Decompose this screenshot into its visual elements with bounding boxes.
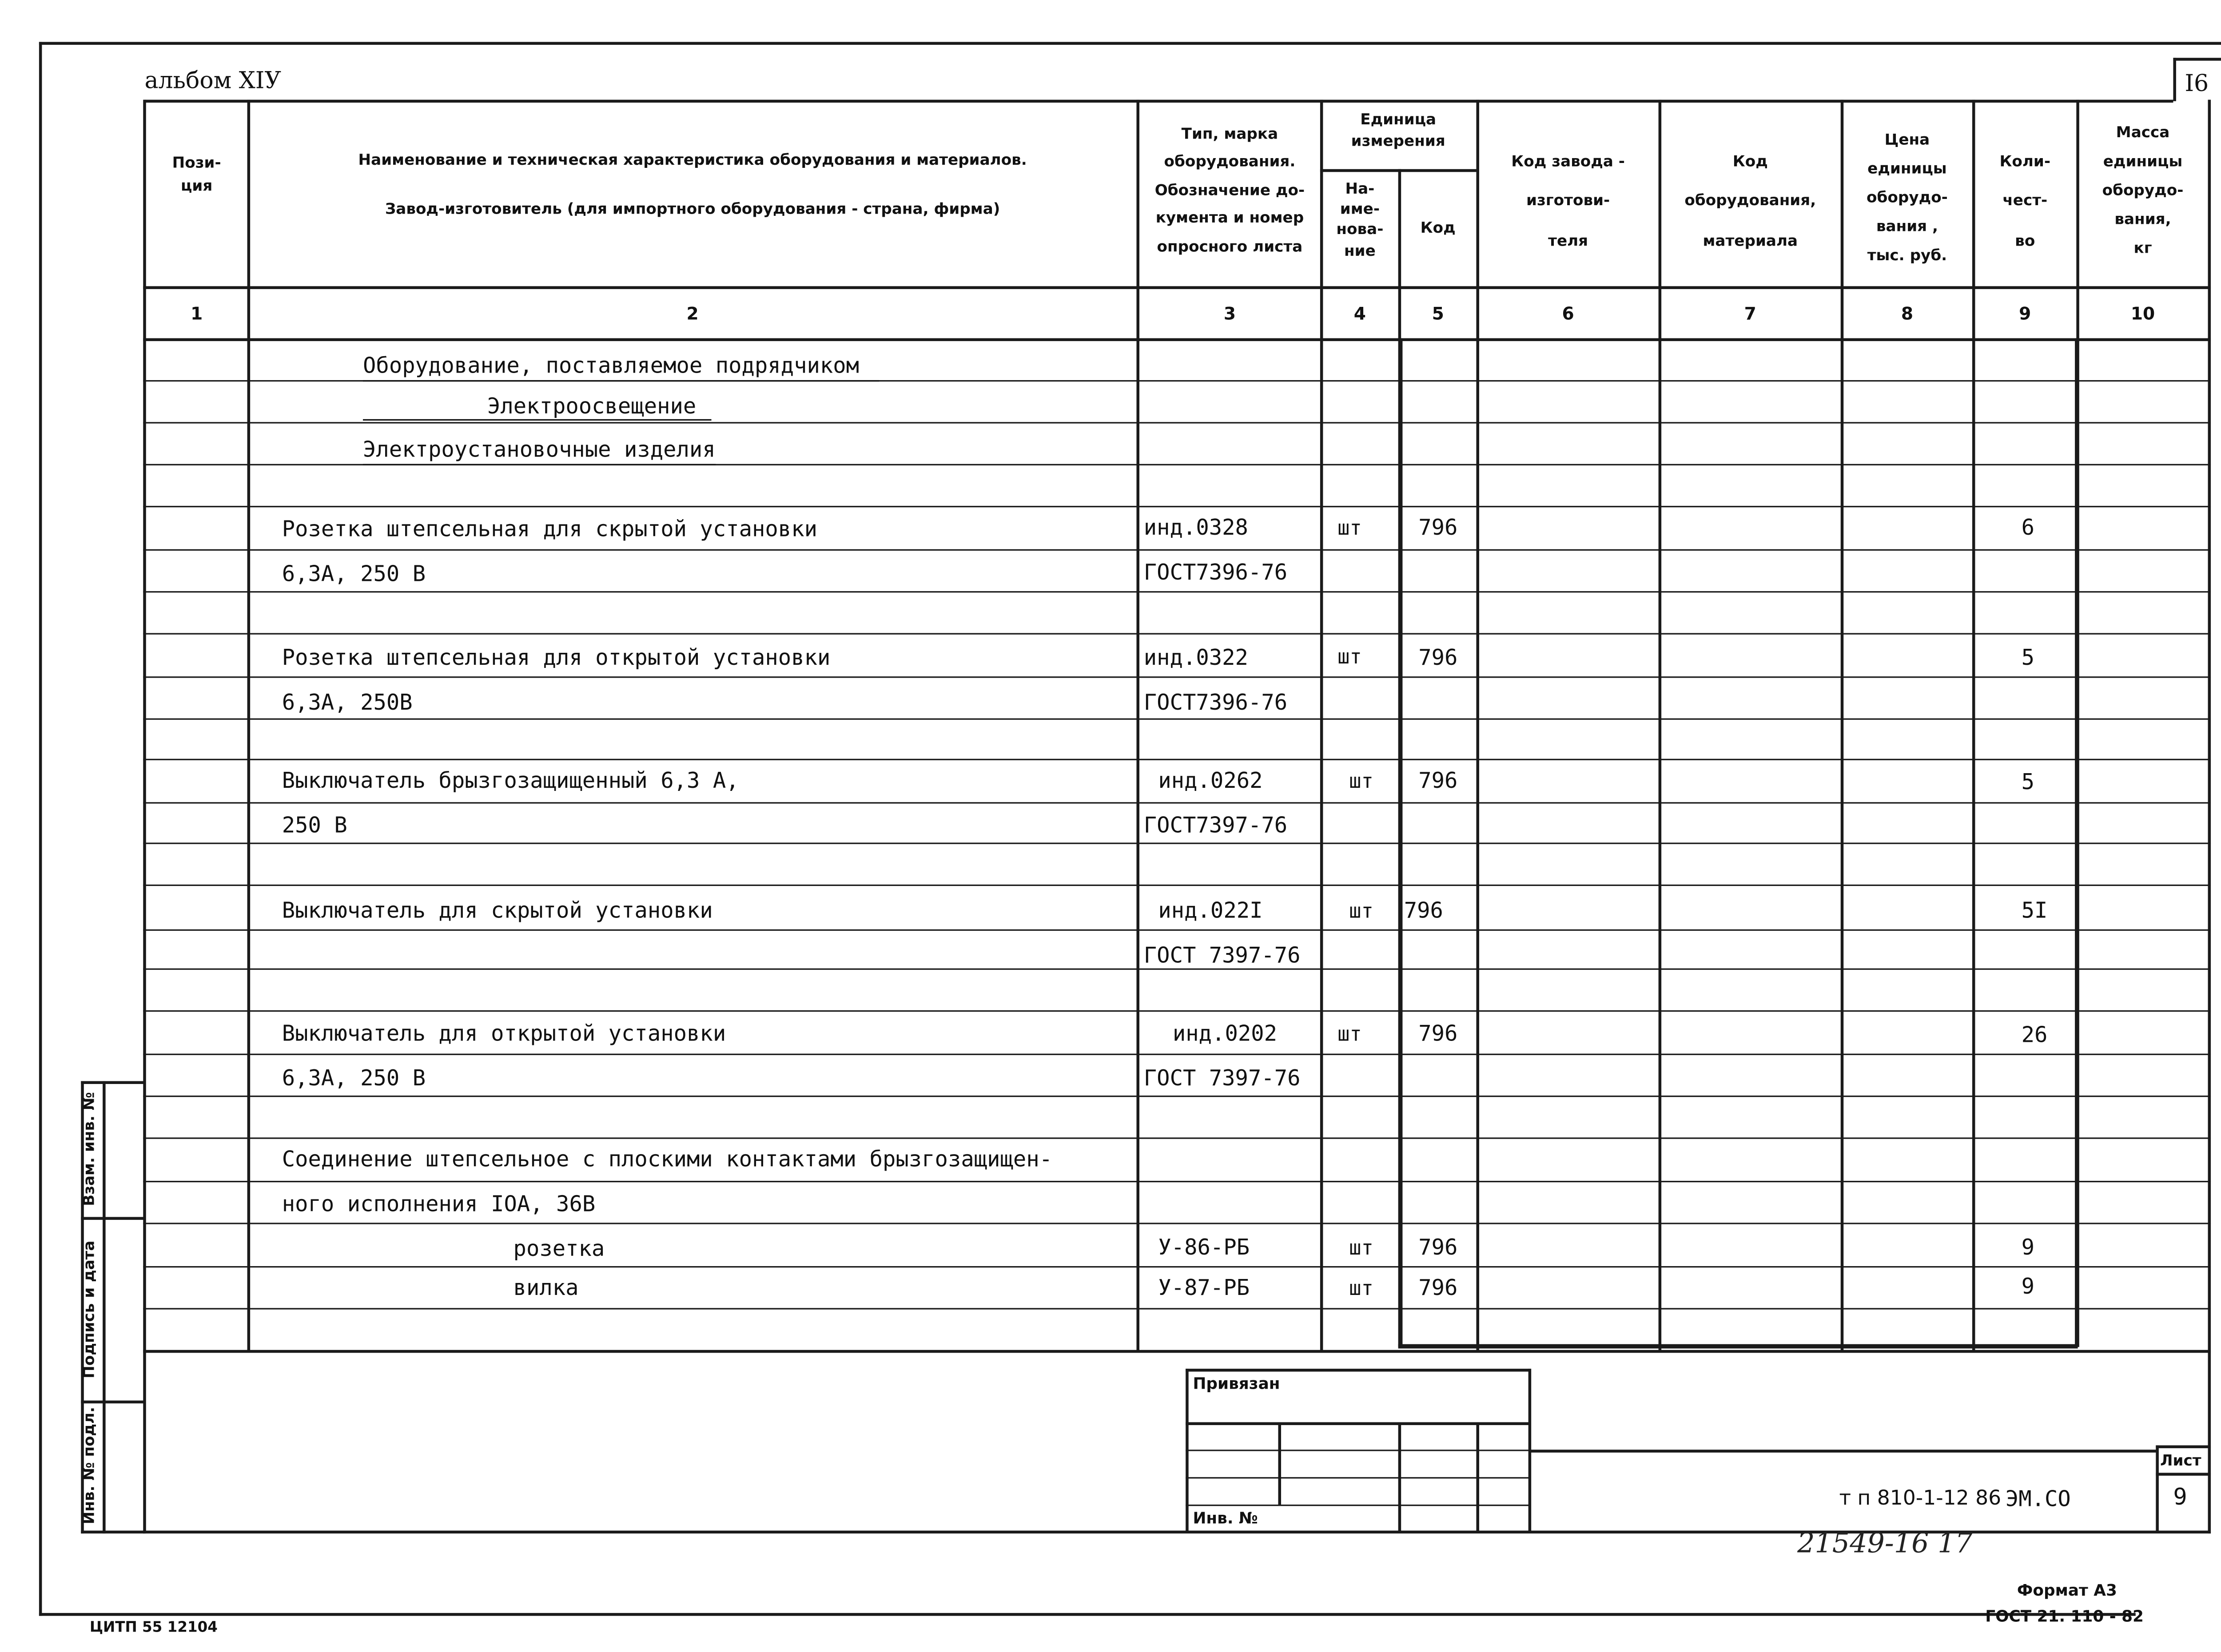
section-subheading <box>363 393 711 421</box>
col-number-10: 10 <box>2130 303 2155 324</box>
item-name: Розетка штепсельная для открытой установки <box>282 644 831 671</box>
item-unit: шт <box>1337 517 1362 541</box>
title-block-line <box>2156 1446 2211 1448</box>
header-factory-code: Код завода - изготови- теля <box>1511 153 1625 250</box>
item-quantity: 26 <box>2021 1022 2048 1048</box>
col-number-9: 9 <box>2019 303 2031 324</box>
item-mark: У-87-РБ <box>1158 1275 1250 1301</box>
item-name: вилка <box>513 1275 579 1301</box>
gost-label: ГОСТ 21. 110 - 82 <box>1985 1607 2144 1626</box>
item-unit-code: 796 <box>1418 1275 1458 1301</box>
title-block-line <box>2156 1446 2158 1532</box>
doc-mark: ЭМ.СО <box>2005 1485 2071 1512</box>
item-mark: У-86-РБ <box>1158 1234 1250 1261</box>
col-number-4: 4 <box>1353 303 1366 324</box>
header-type-mark: Тип, марка оборудования. Обозначение до- кумента и номер опросного листа <box>1154 126 1305 256</box>
row-line <box>143 1308 2211 1310</box>
item-mark: инд.0262 <box>1158 767 1263 794</box>
col-number-5: 5 <box>1432 303 1444 324</box>
item-name: Соединение штепсельное с плоскими контактами брызгозащищен- <box>282 1146 1053 1172</box>
corner-box-left <box>2173 58 2175 101</box>
item-mark: ГОСТ 7397-76 <box>1143 1065 1301 1092</box>
section-heading <box>363 353 880 379</box>
header-unit-name: На- име- нова- ние <box>1336 180 1384 260</box>
side-stamp-inv: Инв. № подл. <box>81 1406 99 1525</box>
row-line <box>143 719 2211 720</box>
col-line-7 <box>1841 100 1843 1351</box>
header-equipment-code: Код оборудования, материала <box>1684 153 1816 250</box>
col-number-2: 2 <box>686 303 699 324</box>
stamp-line <box>1278 1422 1281 1505</box>
table-bottom-line <box>143 1350 2211 1352</box>
item-mark: ГОСТ7396-76 <box>1143 689 1288 716</box>
row-line <box>143 422 2211 424</box>
item-unit: шт <box>1337 646 1362 669</box>
item-name: ного исполнения IOA, 36В <box>282 1191 596 1217</box>
item-name: 250 В <box>282 812 347 838</box>
unit-group-split <box>1320 169 1477 171</box>
col-line-1 <box>247 100 250 1351</box>
item-name: Выключатель брызгозащищенный 6,3 А, <box>282 767 739 794</box>
col-line-3 <box>1320 100 1322 1351</box>
header-unit-group: Единица измерения <box>1351 111 1445 150</box>
row-line <box>143 1096 2211 1097</box>
item-quantity: 9 <box>2021 1234 2035 1261</box>
stamp-inv-no: Инв. № <box>1193 1509 1258 1528</box>
stamp-line <box>1398 1422 1401 1532</box>
item-mark: ГОСТ 7397-76 <box>1143 942 1301 969</box>
row-line <box>143 506 2211 508</box>
title-block-line <box>1530 1449 2157 1452</box>
col-number-6: 6 <box>1562 303 1574 324</box>
item-name: 6,3А, 250 В <box>282 1065 426 1092</box>
item-unit: шт <box>1349 900 1373 924</box>
citp-label: ЦИТП 55 12104 <box>89 1620 218 1636</box>
row-line <box>143 1137 2211 1139</box>
item-name: 6,3А, 250 В <box>282 560 426 587</box>
section-group <box>363 436 716 463</box>
row-line <box>143 1181 2211 1183</box>
item-mark: ГОСТ7396-76 <box>1143 559 1288 586</box>
header-unit-mass: Масса единицы оборудо- вания, кг <box>2102 124 2184 257</box>
colnum-bottom-line <box>143 338 2211 342</box>
item-mark: инд.0322 <box>1143 644 1248 671</box>
row-line <box>143 842 2211 844</box>
item-unit-code: 796 <box>1418 1020 1458 1047</box>
item-unit: шт <box>1337 1023 1362 1047</box>
section-subheading-text: Электроосвещение <box>363 396 711 421</box>
row-line <box>143 929 2211 931</box>
item-mark: инд.022I <box>1158 897 1263 924</box>
header-quantity: Коли- чест- во <box>1999 153 2051 250</box>
col-number-3: 3 <box>1223 303 1236 324</box>
item-unit-code: 796 <box>1404 897 1443 924</box>
row-line <box>143 549 2211 551</box>
item-unit-code: 796 <box>1418 1234 1458 1261</box>
item-quantity: 5I <box>2021 897 2048 924</box>
corner-page-number: I6 <box>2185 69 2209 97</box>
item-mark: ГОСТ7397-76 <box>1143 812 1288 838</box>
doc-code: т п 810-1-12 86 <box>1839 1487 2002 1511</box>
item-quantity: 5 <box>2021 644 2035 671</box>
row-line <box>143 633 2211 635</box>
item-name: Выключатель для скрытой установки <box>282 897 713 924</box>
header-position: Пози- ция <box>172 155 221 196</box>
stamp-line <box>1476 1422 1478 1532</box>
col-number-7: 7 <box>1744 303 1756 324</box>
item-name: Розетка штепсельная для скрытой установки <box>282 516 817 542</box>
col-line-8 <box>1972 100 1974 1351</box>
item-unit-code: 796 <box>1418 514 1458 541</box>
col-line-5 <box>1476 100 1478 1351</box>
item-unit: шт <box>1349 770 1373 794</box>
row-line <box>143 802 2211 804</box>
col-number-1: 1 <box>191 303 203 324</box>
row-line <box>143 676 2211 678</box>
frame-top <box>39 42 2221 45</box>
row-line <box>143 1223 2211 1224</box>
item-name: розетка <box>513 1235 605 1262</box>
item-unit: шт <box>1349 1278 1373 1301</box>
stamp-line <box>1186 1369 1530 1371</box>
item-name: Выключатель для открытой установки <box>282 1020 726 1047</box>
row-line <box>143 1266 2211 1268</box>
frame-left <box>39 42 42 1616</box>
row-line <box>143 969 2211 970</box>
section-group-text: Электроустановочные изделия <box>363 437 716 465</box>
item-name: 6,3А, 250В <box>282 689 413 716</box>
item-quantity: 5 <box>2021 769 2035 795</box>
header-bottom-line <box>143 286 2211 288</box>
col-line-6 <box>1659 100 1661 1351</box>
handwritten-number: 21549-16 17 <box>1797 1528 1973 1560</box>
header-name-line1: Наименование и техническая характеристика оборудования и материалов. <box>358 151 1027 169</box>
row-line <box>143 1010 2211 1012</box>
item-unit-code: 796 <box>1418 767 1458 794</box>
album-title: альбом ХIУ <box>144 66 282 94</box>
corner-box-top <box>2173 58 2221 60</box>
item-mark: инд.0202 <box>1172 1020 1278 1047</box>
sheet-number: 9 <box>2173 1483 2187 1511</box>
stamp-privyazan: Привязан <box>1193 1374 1280 1394</box>
side-line <box>103 1081 105 1533</box>
table-right-border <box>2208 100 2211 1534</box>
item-quantity: 6 <box>2021 514 2035 541</box>
section-heading-text: Оборудование, поставляемое подрядчиком <box>363 353 880 381</box>
item-mark: инд.0328 <box>1143 514 1248 541</box>
bold-box-bottom <box>1398 1344 2078 1348</box>
title-block-line <box>2156 1473 2211 1475</box>
header-unit-price: Цена единицы оборудо- вания , тыс. руб. <box>1867 131 1948 264</box>
side-stamp-vzam: Взам. инв. № <box>81 1092 99 1206</box>
item-unit-code: 796 <box>1418 644 1458 671</box>
col-line-2 <box>1137 100 1139 1351</box>
title-underline <box>145 100 2173 102</box>
side-stamp-signature: Подпись и дата <box>81 1240 99 1378</box>
header-name-line2: Завод-изготовитель (для импортного оборудования - страна, фирма) <box>385 201 1000 218</box>
format-label: Формат А3 <box>2017 1581 2117 1600</box>
header-unit-code: Код <box>1420 219 1456 237</box>
row-line <box>143 591 2211 593</box>
row-line <box>143 1054 2211 1056</box>
row-line <box>143 885 2211 886</box>
item-quantity: 9 <box>2021 1273 2035 1299</box>
sheet-label: Лист <box>2160 1452 2201 1470</box>
item-unit: шт <box>1349 1237 1373 1261</box>
frame-bottom <box>39 1613 2136 1615</box>
row-line <box>143 759 2211 761</box>
col-number-8: 8 <box>1901 303 1914 324</box>
